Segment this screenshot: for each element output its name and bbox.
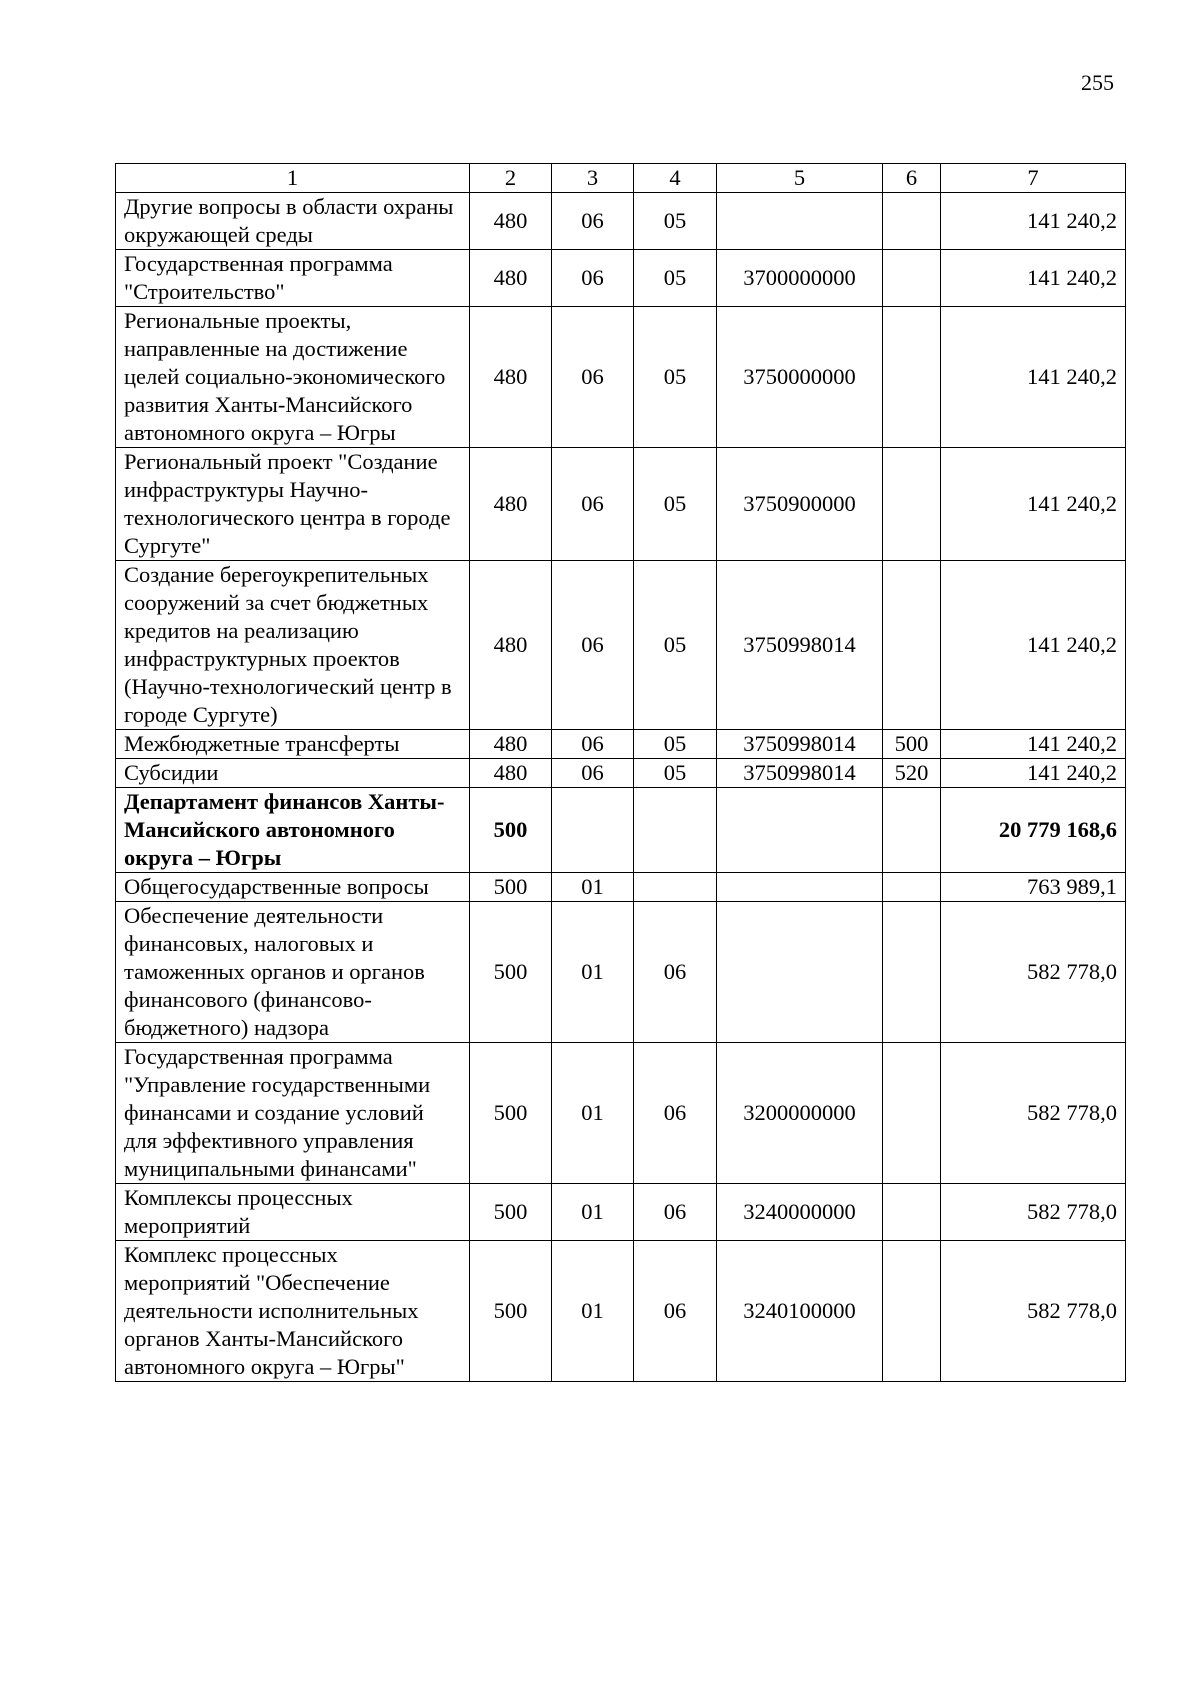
table-row	[116, 1043, 1126, 1184]
col-4-cell: 06	[634, 1241, 717, 1382]
col-5-cell: 3240000000	[717, 1184, 883, 1241]
col-6-cell	[883, 307, 941, 448]
col-5-cell: 3750000000	[717, 307, 883, 448]
col-6-cell: 500	[883, 730, 941, 759]
name-cell: Департамент финансов Ханты-Мансийского автономного округа – Югры	[116, 788, 470, 873]
col-4-cell	[634, 788, 717, 873]
name-cell: Другие вопросы в области охраны окружающей среды	[116, 193, 470, 250]
col-7-cell: 582 778,0	[941, 1184, 1126, 1241]
col-3-cell: 06	[552, 307, 634, 448]
col-4-cell: 05	[634, 759, 717, 788]
col-5-cell: 3750998014	[717, 561, 883, 730]
col-6-cell	[883, 250, 941, 307]
col-2-cell: 480	[470, 759, 552, 788]
name-cell: Региональный проект "Создание инфраструктуры Научно-технологического центра в городе Сургуте"	[116, 448, 470, 561]
header-col-2: 2	[470, 164, 552, 193]
name-cell: Создание берегоукрепительных сооружений за счет бюджетных кредитов на реализацию инфраструктурных проектов (Научно-технологический центр в городе Сургуте)	[116, 561, 470, 730]
col-2-cell: 500	[470, 1184, 552, 1241]
col-2-cell: 480	[470, 250, 552, 307]
col-6-cell	[883, 193, 941, 250]
col-2-cell: 500	[470, 1241, 552, 1382]
name-cell: Межбюджетные трансферты	[116, 730, 470, 759]
header-col-1: 1	[116, 164, 470, 193]
col-7-cell: 582 778,0	[941, 1043, 1126, 1184]
col-4-cell: 06	[634, 1043, 717, 1184]
col-3-cell: 01	[552, 1184, 634, 1241]
col-5-cell: 3750900000	[717, 448, 883, 561]
table-header-row	[116, 164, 1126, 193]
table-row	[116, 902, 1126, 1043]
col-4-cell	[634, 873, 717, 902]
col-4-cell: 06	[634, 1184, 717, 1241]
col-7-cell: 141 240,2	[941, 448, 1126, 561]
col-7-cell: 141 240,2	[941, 561, 1126, 730]
col-2-cell: 500	[470, 902, 552, 1043]
col-6-cell	[883, 448, 941, 561]
name-cell: Общегосударственные вопросы	[116, 873, 470, 902]
col-7-cell: 141 240,2	[941, 307, 1126, 448]
col-3-cell: 06	[552, 448, 634, 561]
col-5-cell	[717, 873, 883, 902]
col-3-cell: 01	[552, 1043, 634, 1184]
col-2-cell: 480	[470, 730, 552, 759]
table-row	[116, 561, 1126, 730]
table-row	[116, 193, 1126, 250]
col-4-cell: 05	[634, 193, 717, 250]
col-6-cell	[883, 873, 941, 902]
table-row	[116, 730, 1126, 759]
col-5-cell: 3200000000	[717, 1043, 883, 1184]
col-6-cell	[883, 788, 941, 873]
col-6-cell	[883, 1043, 941, 1184]
table-row	[116, 448, 1126, 561]
header-col-3: 3	[552, 164, 634, 193]
col-2-cell: 480	[470, 307, 552, 448]
header-col-7: 7	[941, 164, 1126, 193]
col-7-cell: 141 240,2	[941, 193, 1126, 250]
col-3-cell: 06	[552, 759, 634, 788]
name-cell: Комплексы процессных мероприятий	[116, 1184, 470, 1241]
col-4-cell: 05	[634, 250, 717, 307]
header-col-4: 4	[634, 164, 717, 193]
col-5-cell: 3240100000	[717, 1241, 883, 1382]
col-2-cell: 500	[470, 1043, 552, 1184]
table-row	[116, 307, 1126, 448]
budget-table	[115, 163, 1126, 1382]
col-4-cell: 05	[634, 448, 717, 561]
col-3-cell: 06	[552, 730, 634, 759]
name-cell: Обеспечение деятельности финансовых, налоговых и таможенных органов и органов финансового (финансово-бюджетного) надзора	[116, 902, 470, 1043]
name-cell: Субсидии	[116, 759, 470, 788]
col-3-cell: 01	[552, 902, 634, 1043]
table-row	[116, 759, 1126, 788]
col-4-cell: 05	[634, 730, 717, 759]
col-3-cell: 01	[552, 873, 634, 902]
col-7-cell: 141 240,2	[941, 759, 1126, 788]
col-5-cell	[717, 193, 883, 250]
col-7-cell: 582 778,0	[941, 902, 1126, 1043]
col-5-cell	[717, 788, 883, 873]
header-col-5: 5	[717, 164, 883, 193]
table-row	[116, 1241, 1126, 1382]
table-row	[116, 1184, 1126, 1241]
col-4-cell: 06	[634, 902, 717, 1043]
col-2-cell: 480	[470, 193, 552, 250]
col-5-cell: 3750998014	[717, 759, 883, 788]
col-7-cell: 20 779 168,6	[941, 788, 1126, 873]
col-7-cell: 141 240,2	[941, 730, 1126, 759]
col-3-cell: 06	[552, 561, 634, 730]
col-5-cell: 3700000000	[717, 250, 883, 307]
col-3-cell: 01	[552, 1241, 634, 1382]
col-6-cell	[883, 561, 941, 730]
col-7-cell: 141 240,2	[941, 250, 1126, 307]
table-row	[116, 788, 1126, 873]
col-2-cell: 500	[470, 788, 552, 873]
table-row	[116, 250, 1126, 307]
name-cell: Региональные проекты, направленные на достижение целей социально-экономического развития Ханты-Мансийского автономного округа – Югры	[116, 307, 470, 448]
name-cell: Государственная программа "Управление государственными финансами и создание условий для эффективного управления муниципальными финансами"	[116, 1043, 470, 1184]
col-3-cell: 06	[552, 193, 634, 250]
col-4-cell: 05	[634, 561, 717, 730]
col-6-cell	[883, 902, 941, 1043]
name-cell: Государственная программа "Строительство"	[116, 250, 470, 307]
col-4-cell: 05	[634, 307, 717, 448]
table-row	[116, 873, 1126, 902]
col-3-cell	[552, 788, 634, 873]
col-5-cell	[717, 902, 883, 1043]
col-7-cell: 582 778,0	[941, 1241, 1126, 1382]
header-col-6: 6	[883, 164, 941, 193]
col-2-cell: 480	[470, 561, 552, 730]
col-3-cell: 06	[552, 250, 634, 307]
name-cell: Комплекс процессных мероприятий "Обеспечение деятельности исполнительных органов Ханты-Мансийского автономного округа – Югры"	[116, 1241, 470, 1382]
col-6-cell	[883, 1184, 941, 1241]
col-2-cell: 480	[470, 448, 552, 561]
col-2-cell: 500	[470, 873, 552, 902]
table-body	[116, 193, 1126, 1382]
page-number: 255	[1081, 70, 1114, 95]
col-7-cell: 763 989,1	[941, 873, 1126, 902]
col-6-cell: 520	[883, 759, 941, 788]
col-5-cell: 3750998014	[717, 730, 883, 759]
col-6-cell	[883, 1241, 941, 1382]
